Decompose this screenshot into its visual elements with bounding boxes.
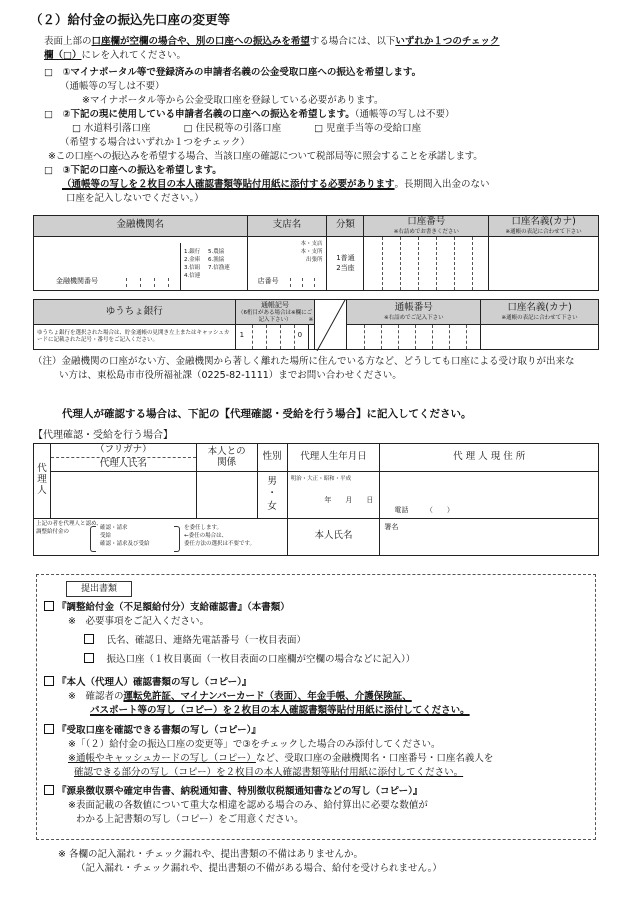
intro-b: 口座欄が空欄の場合や、別の口座への振込みを希望 bbox=[91, 36, 310, 47]
doc-1-label: 『調整給付金（不足額給付分）支給確認書』（本書類） bbox=[57, 602, 290, 613]
doc-3-note-2b: など、受取口座の金融機関名・口座番号・口座名義人を bbox=[255, 752, 494, 764]
sub-water: 水道料引落口座 bbox=[84, 122, 151, 134]
birth-input[interactable] bbox=[287, 471, 380, 518]
kind: 4.信連 bbox=[184, 272, 201, 279]
yucho-table bbox=[33, 299, 599, 350]
era-options: 明治・大正・昭和・平成 bbox=[290, 475, 352, 482]
checkbox-icon[interactable] bbox=[44, 785, 54, 795]
entrust-opt[interactable]: 確認・請求 bbox=[100, 524, 128, 531]
yucho-digit-1: 1 bbox=[239, 331, 245, 339]
branch-kinds bbox=[300, 241, 322, 265]
entrust-c: を委任します。 bbox=[184, 524, 223, 531]
digit-divider bbox=[432, 325, 433, 349]
proxy-side-label bbox=[34, 444, 51, 519]
digit-divider bbox=[364, 325, 365, 349]
branch-kind: 本・支所 bbox=[300, 248, 323, 255]
divider bbox=[180, 243, 181, 290]
bracket-left bbox=[90, 526, 96, 552]
proxy-subtitle: 【代理確認・受給を行う場合】 bbox=[33, 430, 173, 441]
digit-divider bbox=[252, 325, 253, 349]
option-3[interactable] bbox=[44, 164, 604, 178]
doc-4-note-2: わかる上記書類の写し（コピー）をご用意ください。 bbox=[76, 813, 304, 825]
digit-divider bbox=[314, 278, 315, 287]
account-number-cell[interactable] bbox=[364, 236, 489, 290]
entrust-opt[interactable]: 受給 bbox=[100, 532, 112, 539]
closing-b: （記入漏れ・チェック漏れや、提出書類の不備がある場合、給付を受けられません。） bbox=[76, 863, 442, 875]
checkbox-icon[interactable]: □ bbox=[183, 122, 193, 134]
holder-sub: ※通帳の表記に合わせて下さい bbox=[505, 228, 582, 235]
acct-head: 口座番号 bbox=[407, 216, 446, 227]
bank-name-header: 金融機関名 bbox=[34, 216, 248, 237]
kind: 6.漁協 bbox=[208, 256, 225, 263]
option-list bbox=[44, 66, 604, 206]
entrust-a: 上記の者を代理人と認め、 bbox=[36, 520, 102, 527]
option-2-note2: （希望する場合はいずれか１つをチェック） bbox=[60, 136, 250, 148]
yucho-symbol-header bbox=[235, 300, 315, 325]
footnote-b: い方は、東松島市市役所福祉課（0225-82-1111）までお問い合わせください。 bbox=[59, 369, 402, 381]
digit-divider bbox=[449, 325, 450, 349]
checkbox-icon[interactable]: □ bbox=[72, 122, 81, 134]
bank-code-label: 金融機関番号 bbox=[56, 276, 98, 285]
option-3-note-b: 。長期間入出金のない bbox=[394, 178, 490, 190]
option-1-label: ①マイナポータル等で登録済みの申請者名義の公金受取口座への振込を希望します。 bbox=[62, 67, 422, 78]
doc-1-note: ※ 必要事項をご記入ください。 bbox=[68, 615, 209, 627]
yucho-holder-cell[interactable] bbox=[481, 325, 599, 350]
digit-divider bbox=[400, 237, 401, 290]
kind: 2.金庫 bbox=[184, 256, 201, 263]
yucho-note: ゆうちょ銀行を選択された場合は、貯金通帳の見開き左上またはキャッシュカードに記載された記号・番号をご記入ください。 bbox=[34, 325, 236, 350]
checkbox-icon[interactable] bbox=[84, 634, 94, 644]
digit-divider bbox=[381, 325, 382, 349]
section-title: （２）給付金の振込先口座の変更等 bbox=[30, 12, 231, 27]
doc-2-note-a: ※ 確認者の bbox=[68, 690, 124, 702]
bank-kinds-left bbox=[184, 249, 200, 281]
account-number-header bbox=[364, 216, 489, 237]
kind: 1.銀行 bbox=[184, 248, 201, 255]
yucho-symbol-cell[interactable] bbox=[235, 317, 315, 350]
branch-header: 支店名 bbox=[247, 216, 327, 237]
option-2[interactable] bbox=[44, 108, 604, 122]
digit-divider bbox=[140, 278, 141, 287]
yucho-mark: ※ bbox=[308, 317, 314, 323]
side-char: 理 bbox=[37, 474, 47, 486]
address-header: 代 理 人 現 住 所 bbox=[380, 444, 599, 472]
intro-d: いずれか１つのチェック bbox=[395, 36, 500, 47]
diagonal-slash bbox=[315, 300, 347, 351]
doc-2-note-b: 運転免許証、マイナンバーカード（表面）、年金手帳、介護保険証、 bbox=[123, 690, 412, 702]
doc-3-label: 『受取口座を確認できる書類の写し（コピー）』 bbox=[57, 725, 261, 737]
digit-divider bbox=[398, 325, 399, 349]
self-name-label: 本人氏名 bbox=[287, 518, 380, 555]
yholder-sub: ※通帳の表記に合わせて下さい bbox=[501, 314, 578, 321]
entrust-d: ←委任の場合は、 bbox=[184, 532, 228, 539]
doc-1-check-1[interactable] bbox=[44, 634, 594, 648]
option-2-sub bbox=[44, 122, 604, 136]
yucho-header: ゆうちょ銀行 bbox=[34, 300, 236, 325]
doc-2-note-c: パスポート等の写し（コピー）を２枚目の本人確認書類等貼付用紙に添付してください。 bbox=[90, 704, 470, 716]
type-header: 分類 bbox=[327, 216, 364, 237]
doc-3[interactable] bbox=[44, 724, 594, 738]
sub-child: 児童手当等の受給口座 bbox=[326, 122, 422, 134]
option-2-label: ②下記の現に使用している申請者名義の口座への振込を希望します。 bbox=[62, 108, 355, 120]
sex-input[interactable] bbox=[257, 471, 287, 518]
relation-input[interactable] bbox=[196, 471, 257, 518]
branch-code-label: 店番号 bbox=[257, 276, 279, 285]
yholder-head: 口座名義(カナ) bbox=[507, 302, 572, 314]
footnote-a: （注）金融機関の口座がない方、金融機関から著しく離れた場所に住んでいる方など、どうしても口座による受け取りが出来な bbox=[33, 356, 575, 367]
sym-sub: （6桁目がある場合は※欄にご記入下さい） bbox=[238, 309, 313, 323]
intro-f: にレを入れてください。 bbox=[81, 49, 186, 61]
intro-a: 表面上部の bbox=[44, 36, 92, 47]
doc-1-check-2-label: 振込口座（１枚目裏面（一枚目表面の口座欄が空欄の場合などに記入）） bbox=[106, 654, 416, 666]
checkbox-icon[interactable]: □ bbox=[44, 164, 53, 176]
digit-divider bbox=[294, 325, 295, 349]
option-2-note: （通帳等の写しは不要） bbox=[354, 108, 455, 120]
proxy-lead: 代理人が確認する場合は、下記の【代理確認・受給を行う場合】に記入してください。 bbox=[62, 408, 472, 420]
closing-a: ※ 各欄の記入漏れ・チェック漏れや、提出書類の不備はありませんか。 bbox=[58, 849, 364, 860]
birth-header: 代理人生年月日 bbox=[287, 444, 380, 472]
doc-3-note-2 bbox=[44, 752, 594, 766]
account-holder-cell[interactable] bbox=[489, 236, 599, 290]
holder-head: 口座名義(カナ) bbox=[511, 216, 576, 227]
bank-name-cell[interactable] bbox=[34, 236, 248, 290]
digit-divider bbox=[168, 278, 169, 287]
sym-head: 通帳記号 bbox=[261, 300, 290, 309]
yucho-slash-cell bbox=[315, 300, 347, 350]
checkbox-icon[interactable] bbox=[44, 601, 54, 611]
digit-divider bbox=[436, 237, 437, 290]
kind: 5.農協 bbox=[208, 248, 225, 255]
documents-list bbox=[44, 601, 594, 827]
doc-1-check-2[interactable] bbox=[44, 653, 594, 667]
option-2-note3: ※この口座への振込みを希望する場合、当該口座の確認について税部局等に照会することを承諾します。 bbox=[48, 150, 483, 162]
account-type-cell[interactable] bbox=[327, 236, 364, 290]
digit-divider bbox=[454, 237, 455, 290]
digit-divider bbox=[415, 325, 416, 349]
checkbox-icon[interactable] bbox=[44, 676, 54, 686]
rel-a: 本人との bbox=[207, 445, 246, 457]
num-sub: ※右詰めでご記入下さい bbox=[383, 314, 444, 321]
phone-label: 電話 （ ） bbox=[394, 505, 454, 514]
doc-4[interactable] bbox=[44, 785, 594, 799]
branch-kind: 出張所 bbox=[305, 256, 323, 263]
branch-kind: 本・支店 bbox=[300, 240, 323, 247]
digit-divider bbox=[290, 278, 291, 287]
doc-2-label: 『本人（代理人）確認書類の写し（コピー）』 bbox=[57, 677, 252, 689]
checkbox-icon[interactable]: □ bbox=[44, 67, 53, 78]
doc-2[interactable] bbox=[44, 676, 594, 690]
doc-3-note-1: ※「（２）給付金の振込口座の変更等」で③をチェックした場合のみ添付してください。 bbox=[68, 739, 441, 751]
yucho-number-cell[interactable] bbox=[347, 325, 481, 350]
digit-divider bbox=[472, 237, 473, 290]
digit-divider bbox=[266, 325, 267, 349]
intro-e: 欄（□） bbox=[44, 49, 82, 61]
female: 女 bbox=[267, 500, 277, 512]
digit-divider bbox=[302, 278, 303, 287]
digit-divider bbox=[308, 325, 309, 349]
bracket-right bbox=[174, 526, 180, 552]
doc-4-note-1: ※表面記載の各数値について重大な相違を認める場合のみ、給付算出に必要な数値が bbox=[68, 800, 428, 812]
digit-divider bbox=[382, 237, 383, 290]
option-1-note2: ※マイナポータル等から公金受取口座を登録している必要があります。 bbox=[82, 94, 384, 106]
entrust-cell bbox=[34, 518, 288, 555]
bank-kinds-right bbox=[208, 249, 230, 273]
branch-cell[interactable] bbox=[247, 236, 327, 290]
checkbox-icon[interactable]: □ bbox=[44, 108, 53, 120]
relation-header bbox=[196, 444, 257, 472]
account-holder-header bbox=[489, 216, 599, 237]
address-input[interactable] bbox=[380, 471, 599, 518]
option-3-note bbox=[44, 178, 604, 192]
entrust-b: 調整給付金の bbox=[36, 528, 70, 535]
side-char: 人 bbox=[37, 485, 47, 497]
option-1-note: （通帳等の写しは不要） bbox=[60, 80, 165, 92]
sub-tax: 住民税等の引落口座 bbox=[195, 122, 282, 134]
sex-header: 性別 bbox=[257, 444, 287, 472]
section-intro bbox=[44, 35, 599, 63]
male: 男 bbox=[267, 476, 277, 488]
signature-cell[interactable] bbox=[380, 518, 599, 555]
checkbox-icon[interactable] bbox=[84, 653, 94, 663]
entrust-d2: 委任方法の選択は不要です。 bbox=[184, 540, 256, 547]
proxy-table bbox=[33, 443, 599, 556]
entrust-note bbox=[184, 525, 255, 549]
footnote bbox=[33, 355, 608, 383]
proxy-name-label: 代理人氏名 bbox=[50, 457, 196, 471]
furigana-label: （フリガナ） bbox=[50, 444, 196, 458]
option-3-note-c: 口座を記入しないでください。） bbox=[66, 192, 204, 204]
sign-label: 署名 bbox=[384, 522, 399, 531]
doc-3-note-2a: ※通帳やキャッシュカードの写し（コピー） bbox=[68, 752, 256, 764]
doc-3-note-3: 確認できる部分の写し（コピー）を２枚目の本人確認書類等貼付用紙に添付してください。 bbox=[74, 766, 464, 778]
doc-1-check-1-label: 氏名、確認日、連絡先電話番号（一枚目表面） bbox=[106, 634, 307, 646]
digit-divider bbox=[280, 325, 281, 349]
digit-divider bbox=[154, 278, 155, 287]
yucho-digit-6: 0 bbox=[297, 331, 303, 339]
rel-b: 関係 bbox=[217, 457, 237, 469]
option-3-note-a: （通帳等の写しを２枚目の本人確認書類等貼付用紙に添付する必要があります bbox=[62, 178, 395, 190]
proxy-name-input[interactable] bbox=[50, 471, 196, 518]
documents-title: 提出書類 bbox=[66, 581, 132, 597]
side-char: 代 bbox=[37, 463, 47, 475]
option-1[interactable] bbox=[44, 66, 604, 80]
digit-divider bbox=[126, 278, 127, 287]
type-opt: 1普通 bbox=[336, 253, 355, 262]
doc-4-label: 『源泉徴収票や確定申告書、納税通知書、特別徴収税額通知書などの写し（コピー）』 bbox=[57, 786, 423, 798]
digit-divider bbox=[418, 237, 419, 290]
yucho-number-header bbox=[347, 300, 481, 325]
yucho-holder-header bbox=[481, 300, 599, 325]
option-3-label: ③下記の口座への振込を希望します。 bbox=[62, 164, 222, 176]
type-opt: 2当座 bbox=[336, 264, 355, 273]
entrust-opt[interactable]: 確認・請求及び受給 bbox=[100, 540, 150, 547]
closing-note bbox=[58, 848, 442, 877]
kind: 3.信組 bbox=[184, 264, 201, 271]
acct-sub: ※右詰めでお書きください bbox=[393, 228, 459, 235]
bank-account-table bbox=[33, 215, 599, 291]
doc-1[interactable] bbox=[44, 601, 594, 615]
digit-divider bbox=[466, 325, 467, 349]
doc-2-note bbox=[44, 690, 594, 704]
ymd: 年 月 日 bbox=[324, 495, 374, 504]
checkbox-icon[interactable]: □ bbox=[314, 122, 324, 134]
intro-c: する場合には、以下 bbox=[309, 36, 396, 47]
kind: 7.信漁連 bbox=[208, 264, 230, 271]
dot: ・ bbox=[267, 488, 277, 500]
entrust-options[interactable] bbox=[100, 525, 150, 549]
num-head: 通帳番号 bbox=[394, 302, 433, 314]
checkbox-icon[interactable] bbox=[44, 724, 54, 734]
